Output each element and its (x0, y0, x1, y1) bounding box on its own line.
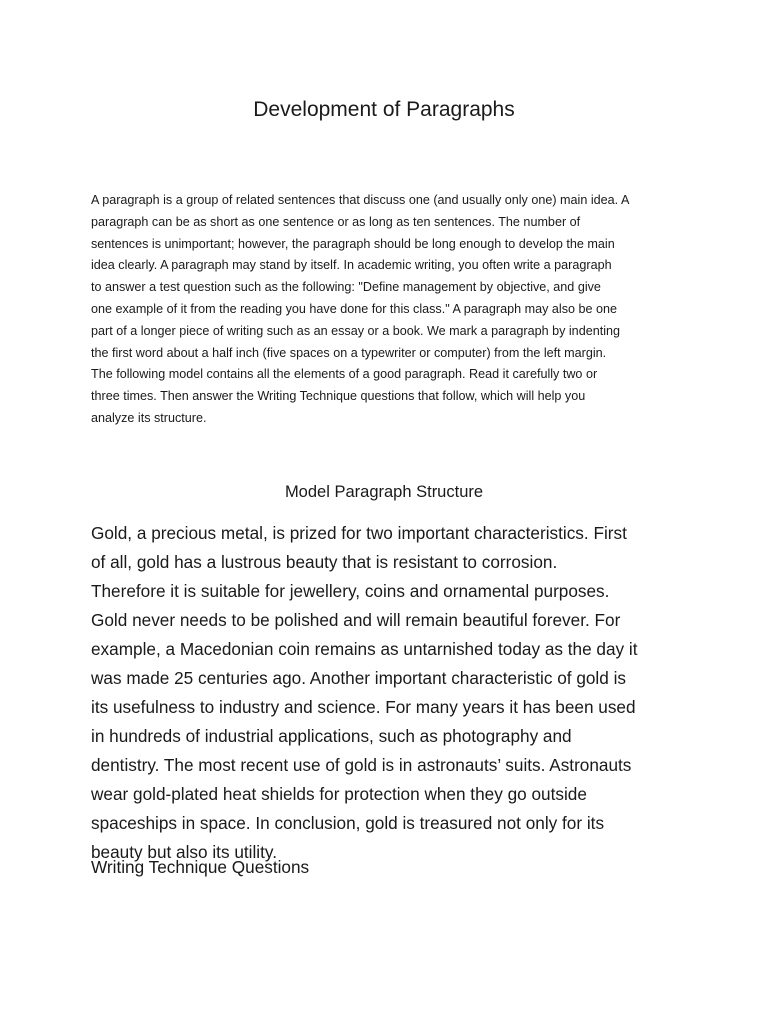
page-title: Development of Paragraphs (253, 98, 515, 121)
intro-paragraph: A paragraph is a group of related sentences that discuss one (and usually only one) main idea. A paragraph can be as short as one sentence or as long as ten sentences. The number of sentences is unimportant; however, the paragraph should be long enough to develop the main idea clearly. A paragraph may stand by itself. In academic writing, you often write a paragraph to answer a test question such as the following: "Define management by objective, and give one example of it from the reading you have done for this class." A paragraph may also be one part of a longer piece of writing such as an essay or a book. We mark a paragraph by indenting the first word about a half inch (five spaces on a typewriter or computer) from the left margin. The following model contains all the elements of a good paragraph. Read it carefully two or three times. Then answer the Writing Technique questions that follow, which will help you analyze its structure. (91, 193, 630, 425)
section-heading: Model Paragraph Structure (284, 483, 484, 501)
model-paragraph: Gold, a precious metal, is prized for two important characteristics. First of all, gold has a lustrous beauty that is resistant to corrosion. Therefore it is suitable for jewellery, coins and ornamental purposes. Gold never needs to be polished and will remain beautiful forever. For example, a Macedonian coin remains as untarnished today as the day it was made 25 centuries ago. Another important characteristic of gold is its usefulness to industry and science. For many years it has been used in hundreds of industrial applications, such as photography and dentistry. The most recent use of gold is in astronauts’ suits. Astronauts wear gold-plated heat shields for protection when they go outside spaceships in space. In conclusion, gold is treasured not only for its beauty but also its utility. (91, 523, 638, 862)
questions-heading: Writing Technique Questions (91, 857, 310, 877)
